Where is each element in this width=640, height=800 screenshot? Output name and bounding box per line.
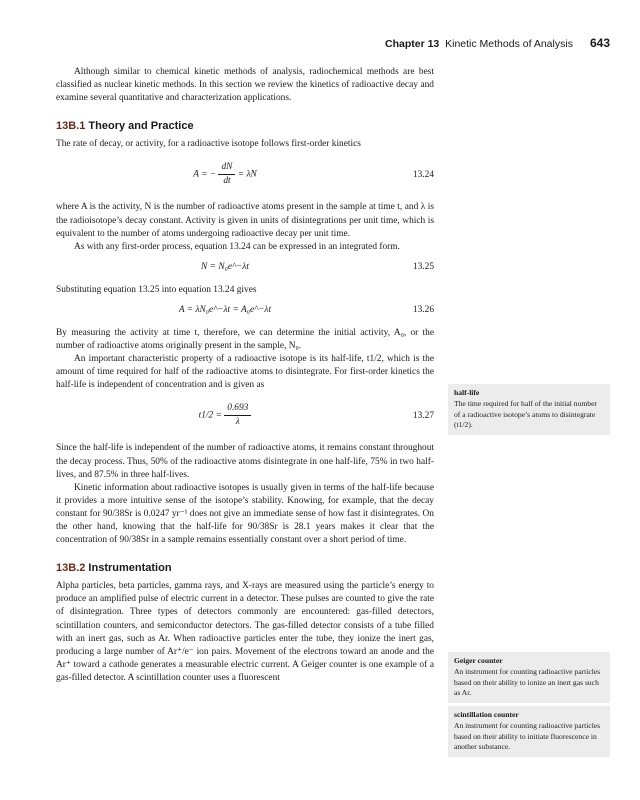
paragraph: By measuring the activity at time t, therefore, we can determine the initial activity, A₀, or the number of radioactive atoms originally present in the sample, N₀.: [56, 327, 434, 352]
equation-body: A = λN₀e^−λt = A₀e^−λt: [178, 304, 272, 315]
fraction-denominator: λ: [235, 417, 240, 428]
page-number: 643: [589, 36, 610, 50]
equation-number: 13.27: [412, 411, 434, 422]
equation-rhs: = λN: [237, 170, 257, 181]
sidenote-geiger-counter: [448, 652, 610, 703]
paragraph: Substituting equation 13.25 into equation 13.24 gives: [56, 284, 257, 295]
paragraph: An important characteristic property of a radioactive isotope is its half-life, t1/2, which is the amount of time required for half of the radioactive atoms to disintegrate. For first-order kinetics the half-life is independent of concentration and is given as: [56, 354, 434, 391]
equation-body: N = N₀e^−λt: [201, 261, 249, 272]
chapter-title: Kinetic Methods of Analysis: [445, 38, 573, 50]
equation-lhs: A = −: [193, 170, 217, 181]
chapter-label: Chapter 13: [385, 38, 440, 50]
paragraph: Kinetic information about radioactive isotopes is usually given in terms of the half-life because it provides a more intuitive sense of the isotope’s stability. Knowing, for example, that the decay constant for 90/38Sr is 0.0247 yr⁻¹ does not give an immediate sense of how fast it disintegrates. On the other hand, knowing that the half-life for 90/38Sr is 28.1 years makes it clear that the concentration of 90/38Sr in a sample remains essentially constant over a short period of time.: [56, 482, 434, 546]
section-number: 13B.1: [56, 120, 86, 133]
paragraph: Since the half-life is independent of the number of radioactive atoms, it remains constant throughout the decay process. Thus, 50% of the radioactive atoms disintegrate in one half-life, 75% in two half-lives, and 87.5% in three half-lives.: [56, 443, 434, 480]
intro-paragraph: Although similar to chemical kinetic methods of analysis, radiochemical methods are best classified as nuclear kinetic methods. In this section we review the kinetics of radioactive decay and examine several quantitative and characterization applications.: [56, 67, 434, 104]
fraction-numerator: dN: [218, 161, 235, 175]
equation-number: 13.24: [412, 170, 434, 181]
section-title: Instrumentation: [88, 562, 172, 575]
equation-13-25: [56, 258, 434, 280]
sidenote-term: Geiger counter: [454, 656, 503, 665]
equation-13-26: [56, 301, 434, 323]
equation-lhs: t1/2 =: [198, 411, 222, 422]
paragraph: where A is the activity, N is the number of radioactive atoms present in the sample at time t, and λ is the radioisotope’s decay constant. Activity is given in units of disintegrations per unit time, which is equivalent to the number of atoms undergoing radioactive decay per unit time.: [56, 202, 434, 239]
equation-13-27: [56, 396, 434, 438]
sidenote-scintillation-counter: [448, 706, 610, 757]
sidenote-term: half-life: [454, 388, 480, 397]
equation-fraction: [224, 402, 251, 429]
fraction-numerator: 0.693: [224, 402, 251, 416]
section-heading-theory: [56, 120, 434, 133]
paragraph: The rate of decay, or activity, for a radioactive isotope follows first-order kinetics: [56, 139, 361, 150]
section-heading-instrumentation: [56, 562, 434, 575]
equation-13-24: [56, 155, 434, 197]
paragraph: Alpha particles, beta particles, gamma rays, and X-rays are measured using the particle’s energy to produce an amplified pulse of electric current in a detector. These pulses are counted to give the rate of disintegration. Three types of detectors commonly are encountered: gas-filled detectors, scintillation counters, and semiconductor detectors. The gas-filled detector consists of a tube filled with an inert gas, such as Ar. When radioactive particles enter the tube, they ionize the inert gas, producing a large number of Ar⁺/e⁻ ion pairs. Movement of the electrons toward an anode and the Ar⁺ toward a cathode generates a measurable electric current. A Geiger counter is one example of a gas-filled detector. A scintillation counter uses a fluorescent: [56, 581, 434, 683]
fraction-denominator: dt: [223, 176, 231, 187]
sidenote-definition: An instrument for counting radioactive particles based on their ability to ionize an inert gas such as Ar.: [454, 667, 601, 698]
paragraph: As with any first-order process, equation 13.24 can be expressed in an integrated form.: [74, 241, 400, 252]
running-header: [385, 38, 575, 50]
equation-number: 13.26: [412, 304, 434, 315]
sidenote-definition: The time required for half of the initial number of a radioactive isotope’s atoms to disintegrate (t1/2).: [454, 399, 597, 430]
section-number: 13B.2: [56, 562, 86, 575]
sidenote-half-life: [448, 384, 610, 435]
sidenote-definition: An instrument for counting radioactive particles based on their ability to initiate fluorescence in another substance.: [454, 721, 601, 752]
sidenote-term: scintillation counter: [454, 710, 519, 719]
section-title: Theory and Practice: [88, 120, 194, 133]
main-column: [56, 66, 434, 685]
equation-number: 13.25: [412, 261, 434, 272]
equation-fraction: [218, 161, 235, 188]
